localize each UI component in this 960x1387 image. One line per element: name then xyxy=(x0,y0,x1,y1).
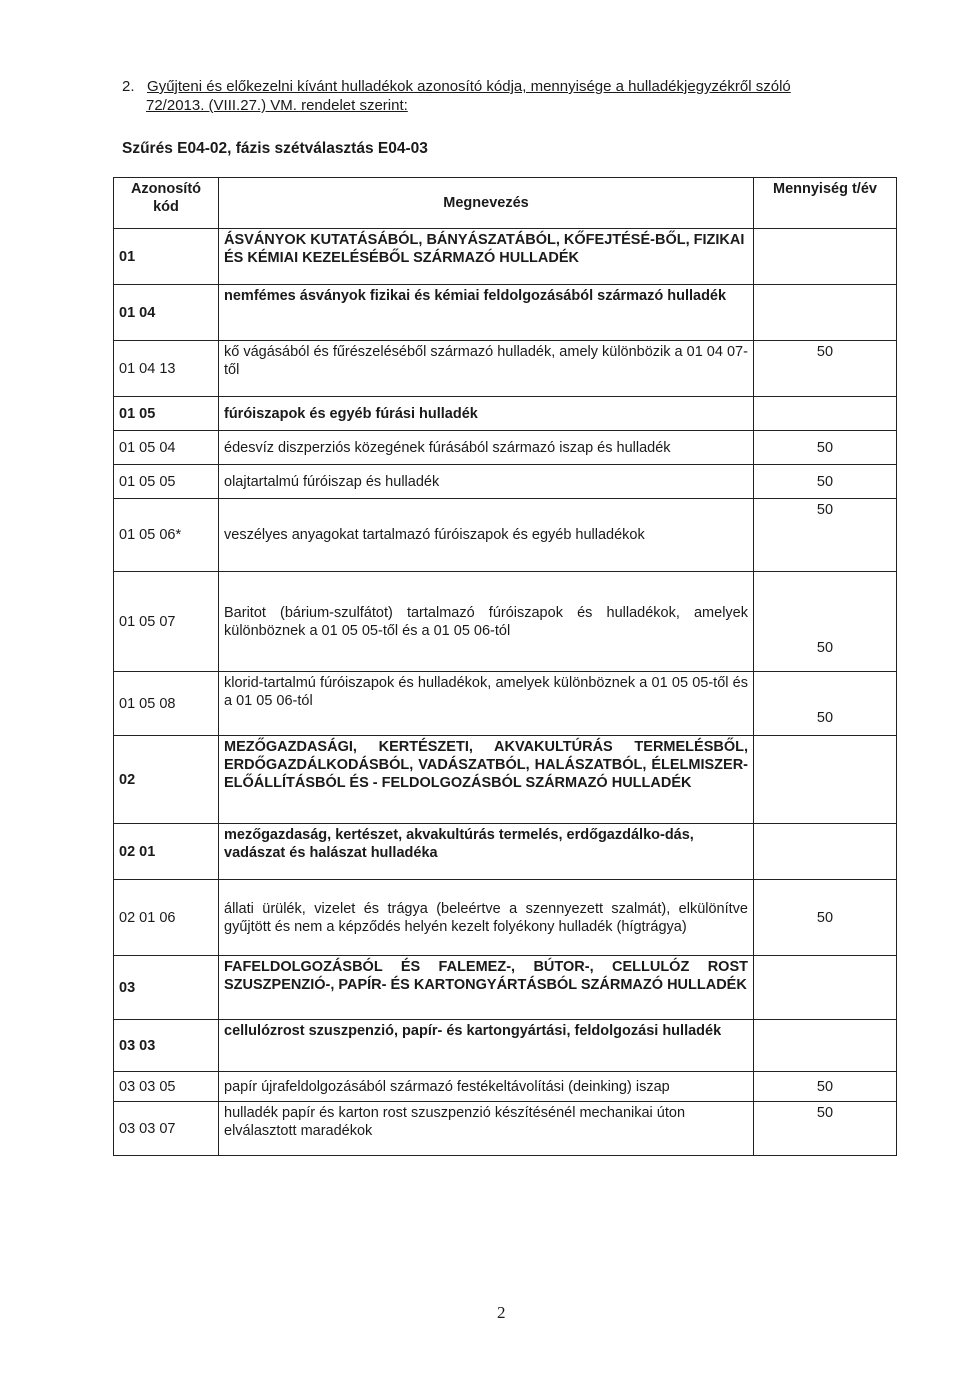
row-qty: 50 xyxy=(754,465,897,499)
row-qty: 50 xyxy=(754,880,897,956)
row-qty: 50 xyxy=(754,341,897,397)
row-qty xyxy=(754,285,897,341)
row-qty xyxy=(754,824,897,880)
waste-table xyxy=(113,177,897,1156)
page-number: 2 xyxy=(497,1303,506,1322)
table-row xyxy=(114,1020,897,1072)
table-row xyxy=(114,431,897,465)
table-row xyxy=(114,672,897,736)
row-qty: 50 xyxy=(754,431,897,465)
table-row xyxy=(114,956,897,1020)
row-code: 01 05 08 xyxy=(114,672,219,736)
row-qty: 50 xyxy=(754,672,897,736)
table-row xyxy=(114,880,897,956)
row-qty: 50 xyxy=(754,1072,897,1102)
table-row xyxy=(114,397,897,431)
row-name: állati ürülék, vizelet és trágya (beleértve a szennyezett szalmát), elkülönítve gyűjtött és nem a képződés helyén kezelt folyékony hulladék (hígtrágya) xyxy=(219,880,754,956)
row-name: cellulózrost szuszpenzió, papír- és kartongyártási, feldolgozási hulladék xyxy=(219,1020,754,1072)
table-row xyxy=(114,499,897,572)
table-header-row xyxy=(114,178,897,229)
section-heading-line2: 72/2013. (VIII.27.) VM. rendelet szerint: xyxy=(146,97,408,114)
row-code: 01 05 05 xyxy=(114,465,219,499)
table-row xyxy=(114,1102,897,1156)
row-name: Baritot (bárium-szulfátot) tartalmazó fúróiszapok és hulladékok, amelyek különböznek a 01 05 05-től és a 01 05 06-tól xyxy=(219,572,754,672)
row-name: olajtartalmú fúróiszap és hulladék xyxy=(219,465,754,499)
section-number: 2. xyxy=(122,78,135,95)
header-name: Megnevezés xyxy=(219,178,754,229)
row-code: 01 xyxy=(114,229,219,285)
row-name: nemfémes ásványok fizikai és kémiai feldolgozásából származó hulladék xyxy=(219,285,754,341)
row-code: 02 01 06 xyxy=(114,880,219,956)
row-qty: 50 xyxy=(754,499,897,572)
row-qty: 50 xyxy=(754,572,897,672)
row-code: 03 03 07 xyxy=(114,1102,219,1156)
row-name: mezőgazdaság, kertészet, akvakultúrás termelés, erdőgazdálko-dás, vadászat és halászat hulladéka xyxy=(219,824,754,880)
row-code: 01 05 xyxy=(114,397,219,431)
table-row xyxy=(114,229,897,285)
row-qty: 50 xyxy=(754,1102,897,1156)
row-code: 02 01 xyxy=(114,824,219,880)
row-qty xyxy=(754,736,897,824)
table-row xyxy=(114,285,897,341)
row-name: édesvíz diszperziós közegének fúrásából származó iszap és hulladék xyxy=(219,431,754,465)
row-name: MEZŐGAZDASÁGI, KERTÉSZETI, AKVAKULTÚRÁS TERMELÉSBŐL, ERDŐGAZDÁLKODÁSBÓL, VADÁSZATBÓL, HALÁSZATBÓL, ÉLELMISZER- ELŐÁLLÍTÁSBÓL ÉS - FELDOLGOZÁSBÓL SZÁRMAZÓ HULLADÉK xyxy=(219,736,754,824)
row-qty xyxy=(754,229,897,285)
row-name: hulladék papír és karton rost szuszpenzió készítésénél mechanikai úton elválasztott maradékok xyxy=(219,1102,754,1156)
row-name: veszélyes anyagokat tartalmazó fúróiszapok és egyéb hulladékok xyxy=(219,499,754,572)
row-code: 01 04 xyxy=(114,285,219,341)
row-code: 03 03 xyxy=(114,1020,219,1072)
row-name: kő vágásából és fűrészeléséből származó hulladék, amely különbözik a 01 04 07-től xyxy=(219,341,754,397)
row-name: FAFELDOLGOZÁSBÓL ÉS FALEMEZ-, BÚTOR-, CELLULÓZ ROST SZUSZPENZIÓ-, PAPÍR- ÉS KARTONGYÁRTÁSBÓL SZÁRMAZÓ HULLADÉK xyxy=(219,956,754,1020)
row-qty xyxy=(754,397,897,431)
row-code: 01 05 07 xyxy=(114,572,219,672)
process-subtitle: Szűrés E04-02, fázis szétválasztás E04-03 xyxy=(122,140,428,157)
row-name: fúróiszapok és egyéb fúrási hulladék xyxy=(219,397,754,431)
table-row xyxy=(114,1072,897,1102)
header-qty: Mennyiség t/év xyxy=(754,178,897,229)
row-qty xyxy=(754,956,897,1020)
row-code: 01 04 13 xyxy=(114,341,219,397)
table-row xyxy=(114,824,897,880)
section-heading-text: Gyűjteni és előkezelni kívánt hulladékok azonosító kódja, mennyisége a hulladékjegyzékről szóló xyxy=(147,78,791,95)
row-code: 02 xyxy=(114,736,219,824)
row-name: klorid-tartalmú fúróiszapok és hulladékok, amelyek különböznek a 01 05 05-től és a 01 05 06-tól xyxy=(219,672,754,736)
row-code: 01 05 04 xyxy=(114,431,219,465)
row-qty xyxy=(754,1020,897,1072)
row-name: ÁSVÁNYOK KUTATÁSÁBÓL, BÁNYÁSZATÁBÓL, KŐFEJTÉSÉ-BŐL, FIZIKAI ÉS KÉMIAI KEZELÉSÉBŐL SZÁRMAZÓ HULLADÉK xyxy=(219,229,754,285)
table-row xyxy=(114,465,897,499)
section-heading-line1 xyxy=(122,78,791,96)
table-row xyxy=(114,572,897,672)
row-name: papír újrafeldolgozásából származó festékeltávolítási (deinking) iszap xyxy=(219,1072,754,1102)
row-code: 01 05 06* xyxy=(114,499,219,572)
row-code: 03 03 05 xyxy=(114,1072,219,1102)
row-code: 03 xyxy=(114,956,219,1020)
table-row xyxy=(114,736,897,824)
table-row xyxy=(114,341,897,397)
header-code: Azonosító kód xyxy=(114,178,219,229)
